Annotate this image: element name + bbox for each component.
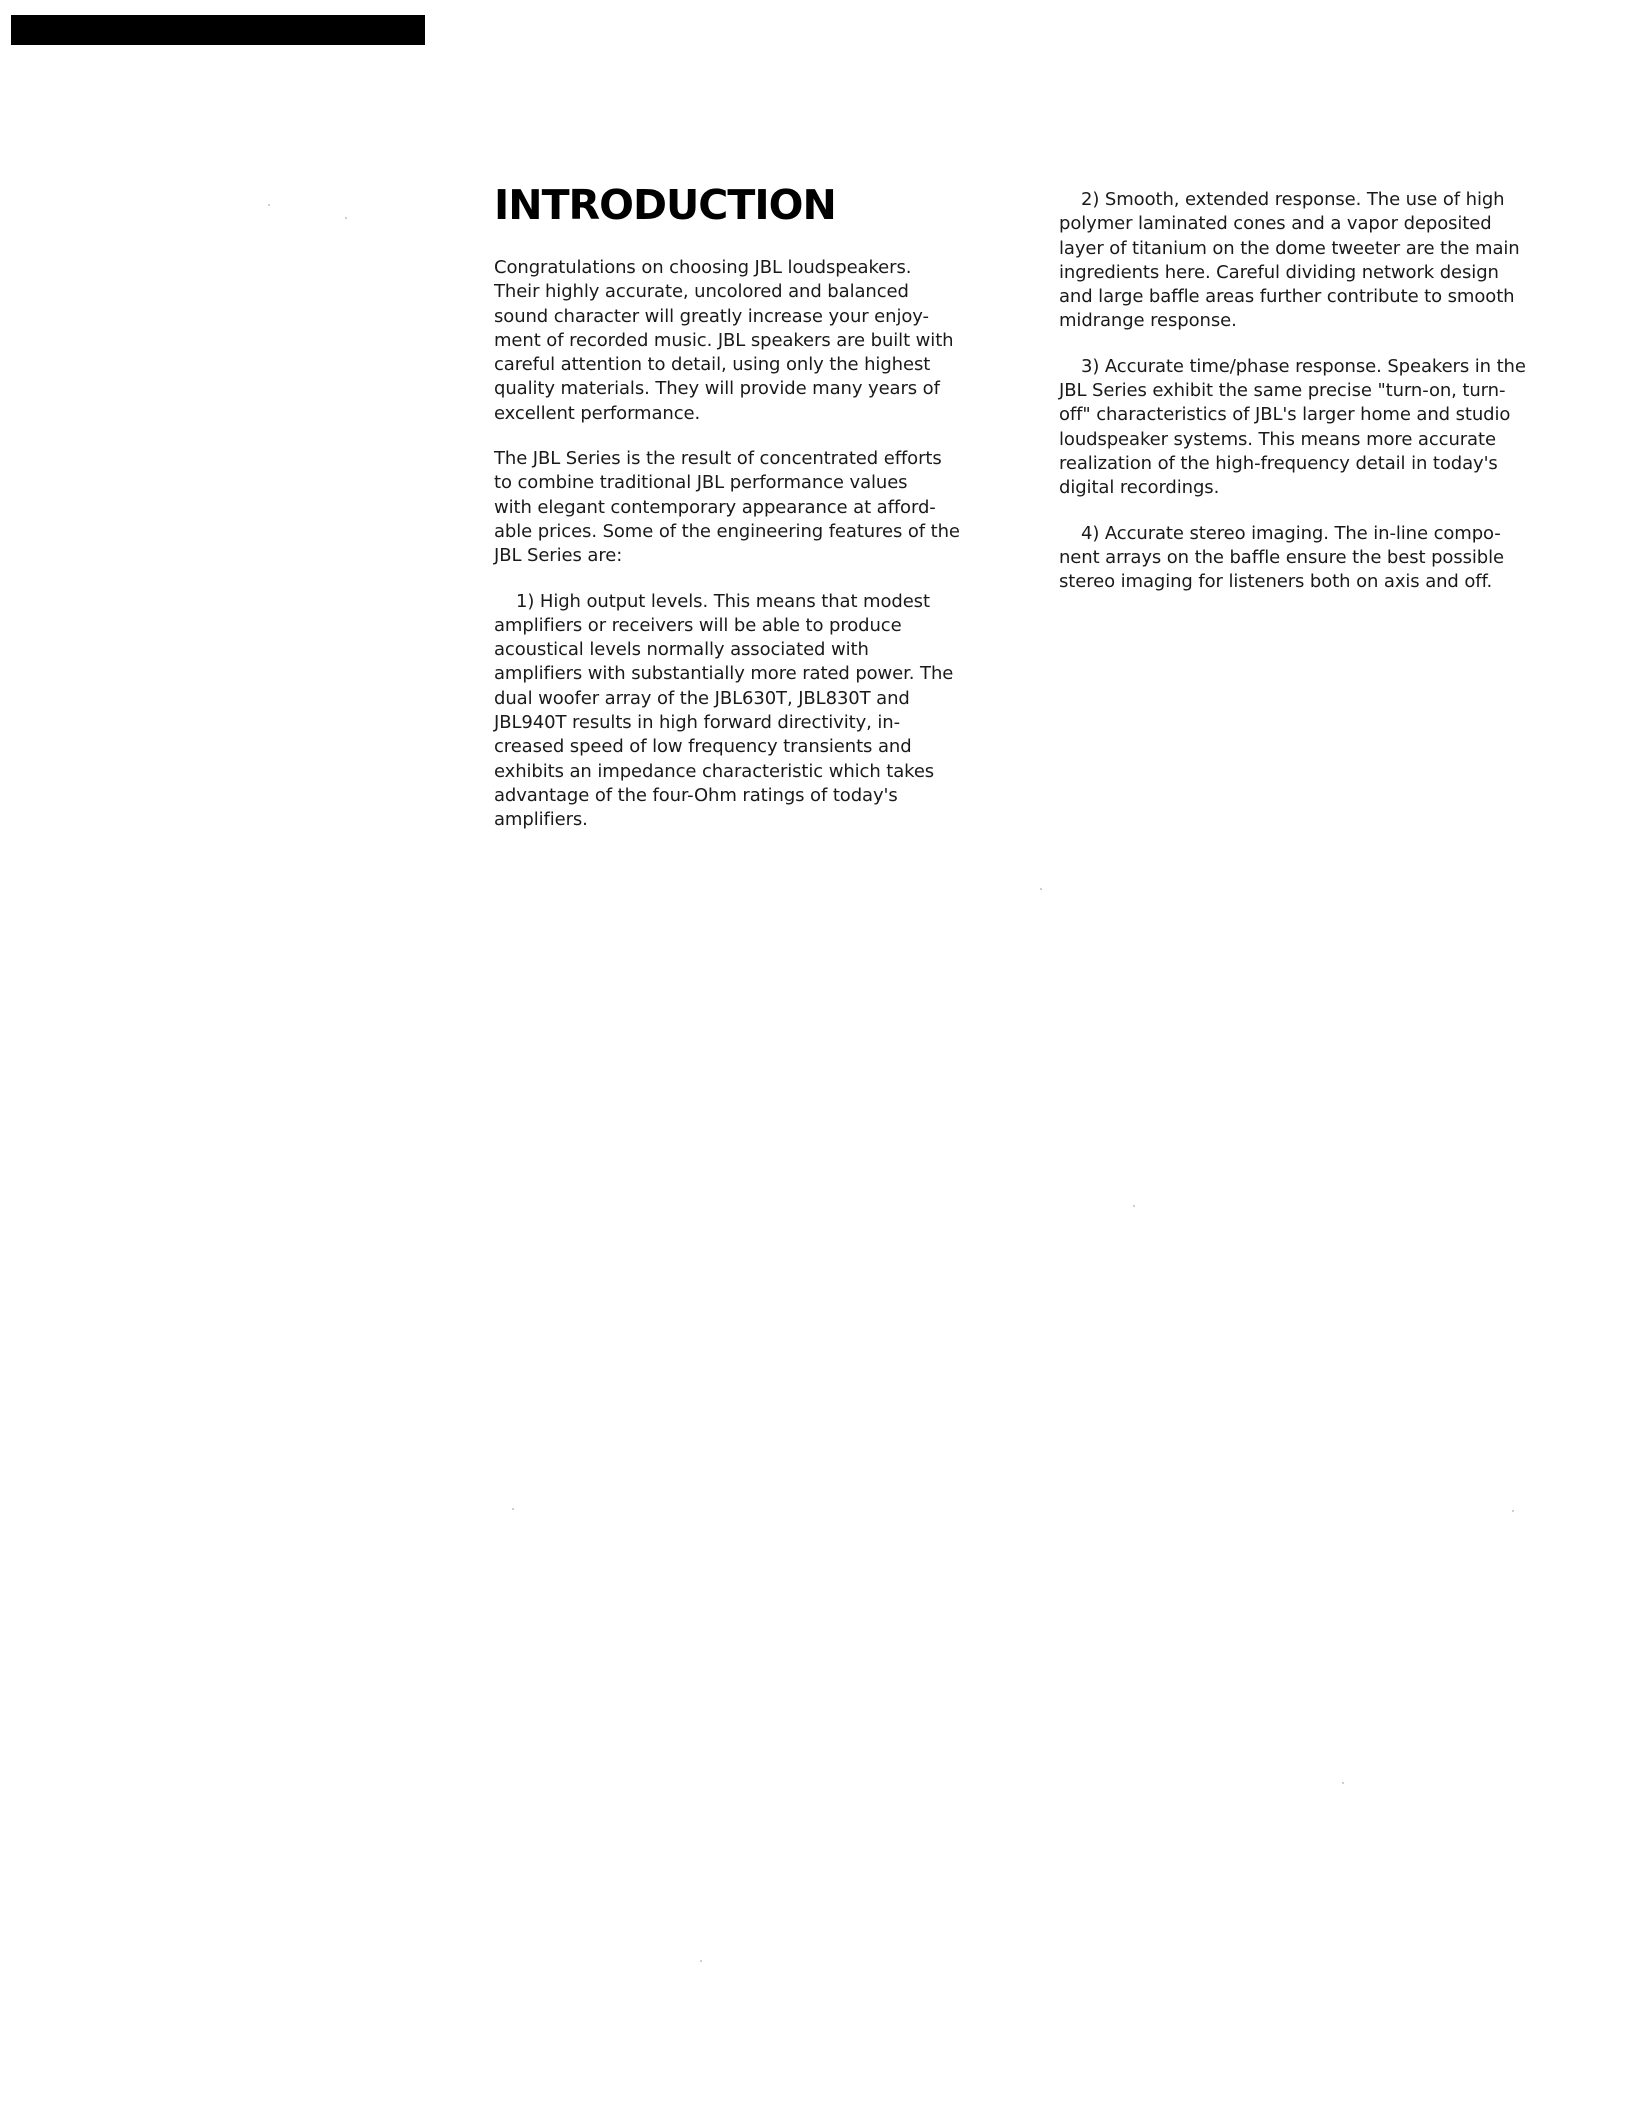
series-paragraph: The JBL Series is the result of concentrated efforts to combine traditional JBL performance values with elegant contemporary appearance at afford- able prices. Some of the engineering features of the JBL Series are: [494,448,960,567]
scan-speck [1040,888,1042,890]
scan-speck [1342,1782,1344,1784]
scan-speck [700,1960,702,1962]
scan-speck [1133,1205,1135,1207]
feature-1-paragraph: 1) High output levels. This means that modest amplifiers or receivers will be able to produce acoustical levels normally associated with amplifiers with substantially more rated power. The dual woofer array of the JBL630T, JBL830T and JBL940T results in high forward directivity, in- creased speed of low frequency transients and exhibits an impedance characteristic which takes advantage of the four-Ohm ratings of today's amplifiers. [494,590,954,831]
right-column [1059,188,1549,615]
header-black-bar [11,15,425,45]
feature-2-paragraph: 2) Smooth, extended response. The use of high polymer laminated cones and a vapor deposited layer of titanium on the dome tweeter are the main ingredients here. Careful dividing network design and large baffle areas further contribute to smooth midrange response. [1059,189,1520,332]
feature-4-paragraph: 4) Accurate stereo imaging. The in-line compo- nent arrays on the baffle ensure the best possible stereo imaging for listeners both on axis and off. [1059,522,1504,593]
intro-paragraph: Congratulations on choosing JBL loudspeakers. Their highly accurate, uncolored and balanced sound character will greatly increase your enjoy- ment of recorded music. JBL speakers are built with careful attention to detail, using only the highest quality materials. They will provide many years of excellent performance. [494,257,954,424]
feature-3-paragraph: 3) Accurate time/phase response. Speakers in the JBL Series exhibit the same precise "turn-on, turn- off" characteristics of JBL's larger home and studio loudspeaker systems. This means more accurate realization of the high-frequency detail in today's digital recordings. [1059,355,1526,499]
scan-speck [512,1508,514,1510]
page-title: INTRODUCTION [494,181,836,229]
left-column [494,180,984,854]
scan-speck [1512,1510,1514,1512]
scan-speck [268,204,270,206]
scan-speck [345,217,347,219]
